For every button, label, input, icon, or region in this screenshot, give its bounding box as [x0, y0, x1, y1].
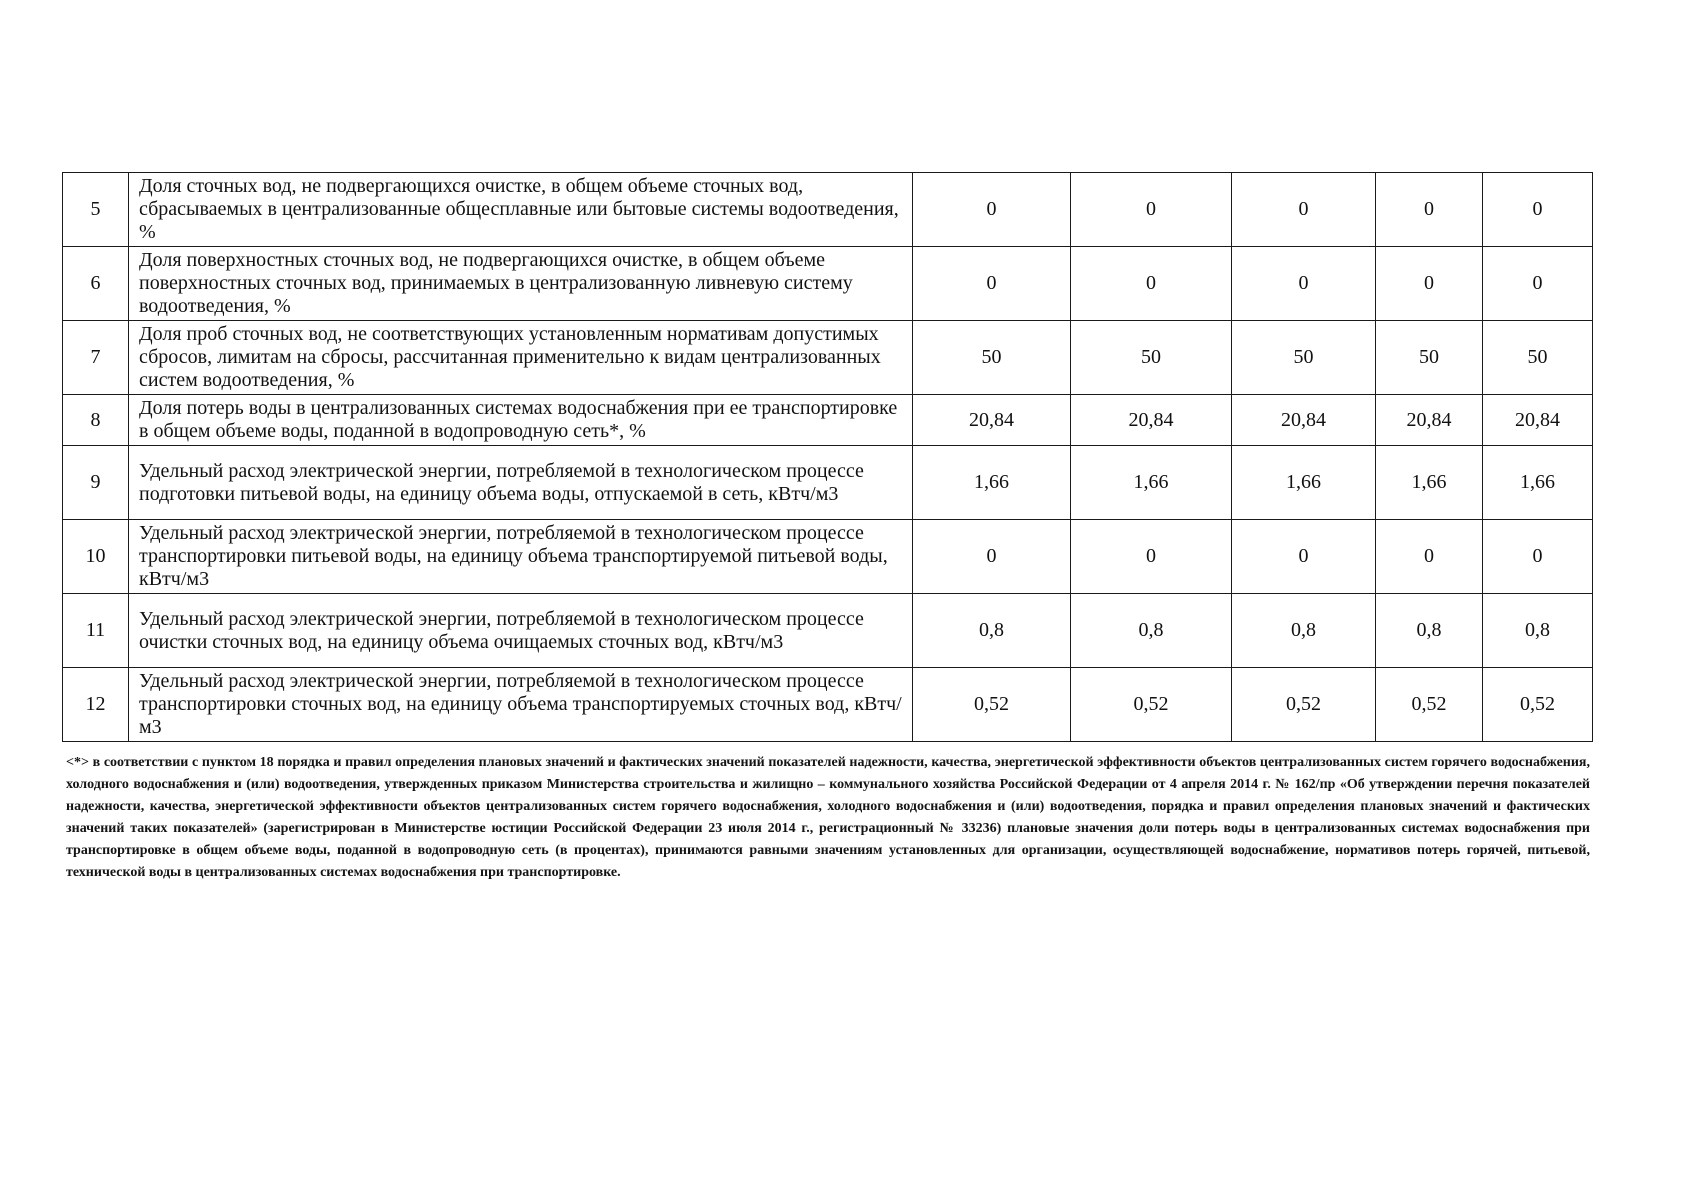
indicator-value: 1,66 [1071, 446, 1232, 520]
row-number: 6 [63, 247, 129, 321]
indicator-description: Удельный расход электрической энергии, потребляемой в технологическом процессе очистки сточных вод, на единицу объема очищаемых сточных вод, кВтч/м3 [129, 594, 913, 668]
indicator-description: Доля потерь воды в централизованных системах водоснабжения при ее транспортировке в общем объеме воды, поданной в водопроводную сеть*, % [129, 395, 913, 446]
indicator-value: 50 [913, 321, 1071, 395]
row-number: 10 [63, 520, 129, 594]
table-row [63, 594, 1593, 668]
indicator-value: 50 [1483, 321, 1593, 395]
indicator-description: Доля сточных вод, не подвергающихся очистке, в общем объеме сточных вод, сбрасываемых в централизованные общесплавные или бытовые системы водоотведения, % [129, 173, 913, 247]
indicator-value: 0 [1483, 520, 1593, 594]
indicator-value: 20,84 [1232, 395, 1376, 446]
indicator-value: 0 [1376, 173, 1483, 247]
indicator-description: Доля поверхностных сточных вод, не подвергающихся очистке, в общем объеме поверхностных сточных вод, принимаемых в централизованную ливневую систему водоотведения, % [129, 247, 913, 321]
indicator-value: 1,66 [1232, 446, 1376, 520]
indicator-value: 0,8 [913, 594, 1071, 668]
row-number: 7 [63, 321, 129, 395]
indicator-value: 50 [1376, 321, 1483, 395]
indicator-value: 0 [913, 173, 1071, 247]
row-number: 5 [63, 173, 129, 247]
row-number: 8 [63, 395, 129, 446]
table-row [63, 520, 1593, 594]
indicator-value: 0 [1232, 247, 1376, 321]
table-row [63, 173, 1593, 247]
footnote: <*> в соответствии с пунктом 18 порядка и правил определения плановых значений и фактических значений показателей надежности, качества, энергетической эффективности объектов централизованных систем горячего водоснабжения, холодного водоснабжения и (или) водоотведения, утвержденных приказом Министерства строительства и жилищно – коммунального хозяйства Российской Федерации от 4 апреля 2014 г. № 162/пр «Об утверждении перечня показателей надежности, качества, энергетической эффективности объектов централизованных систем горячего водоснабжения, холодного водоснабжения и (или) водоотведения, порядка и правил определения плановых значений и фактических значений таких показателей» (зарегистрирован в Министерстве юстиции Российской Федерации 23 июля 2014 г., регистрационный № 33236) плановые значения доли потерь воды в централизованных системах водоснабжения при транспортировке в общем объеме воды, поданной в водопроводную сеть (в процентах), принимаются равными значениям установленных для организации, осуществляющей водоснабжение, нормативов потерь горячей, питьевой, технической воды в централизованных системах водоснабжения при транспортировке. [66, 755, 1590, 880]
indicator-value: 0,52 [1232, 668, 1376, 742]
indicator-description: Удельный расход электрической энергии, потребляемой в технологическом процессе транспортировки питьевой воды, на единицу объема транспортируемой питьевой воды, кВтч/м3 [129, 520, 913, 594]
indicator-value: 0 [1071, 520, 1232, 594]
table-row [63, 321, 1593, 395]
indicators-table [62, 172, 1593, 742]
indicator-value: 0,52 [1483, 668, 1593, 742]
indicator-description: Удельный расход электрической энергии, потребляемой в технологическом процессе подготовки питьевой воды, на единицу объема воды, отпускаемой в сеть, кВтч/м3 [129, 446, 913, 520]
indicator-value: 0 [1376, 520, 1483, 594]
indicator-value: 1,66 [1376, 446, 1483, 520]
row-number: 11 [63, 594, 129, 668]
table-row [63, 446, 1593, 520]
row-number: 9 [63, 446, 129, 520]
indicator-value: 0 [1376, 247, 1483, 321]
indicator-value: 0,52 [1376, 668, 1483, 742]
indicator-value: 0 [913, 520, 1071, 594]
indicator-value: 20,84 [1483, 395, 1593, 446]
indicator-value: 0,8 [1071, 594, 1232, 668]
indicator-description: Удельный расход электрической энергии, потребляемой в технологическом процессе транспортировки сточных вод, на единицу объема транспортируемых сточных вод, кВтч/м3 [129, 668, 913, 742]
indicator-value: 20,84 [1376, 395, 1483, 446]
indicator-value: 1,66 [1483, 446, 1593, 520]
indicator-value: 0 [1071, 173, 1232, 247]
indicator-value: 0 [1232, 173, 1376, 247]
indicator-value: 0,8 [1376, 594, 1483, 668]
indicator-value: 0,52 [1071, 668, 1232, 742]
indicator-value: 0 [1071, 247, 1232, 321]
indicator-value: 50 [1232, 321, 1376, 395]
indicator-value: 0 [1483, 173, 1593, 247]
indicator-value: 1,66 [913, 446, 1071, 520]
indicator-description: Доля проб сточных вод, не соответствующих установленным нормативам допустимых сбросов, лимитам на сбросы, рассчитанная применительно к видам централизованных систем водоотведения, % [129, 321, 913, 395]
indicator-value: 0,52 [913, 668, 1071, 742]
indicator-value: 0,8 [1232, 594, 1376, 668]
table-row [63, 395, 1593, 446]
indicator-value: 20,84 [1071, 395, 1232, 446]
indicator-value: 0 [1232, 520, 1376, 594]
indicator-value: 0 [1483, 247, 1593, 321]
indicator-value: 50 [1071, 321, 1232, 395]
indicator-value: 0 [913, 247, 1071, 321]
indicator-value: 20,84 [913, 395, 1071, 446]
row-number: 12 [63, 668, 129, 742]
indicator-value: 0,8 [1483, 594, 1593, 668]
table-row [63, 668, 1593, 742]
table-row [63, 247, 1593, 321]
